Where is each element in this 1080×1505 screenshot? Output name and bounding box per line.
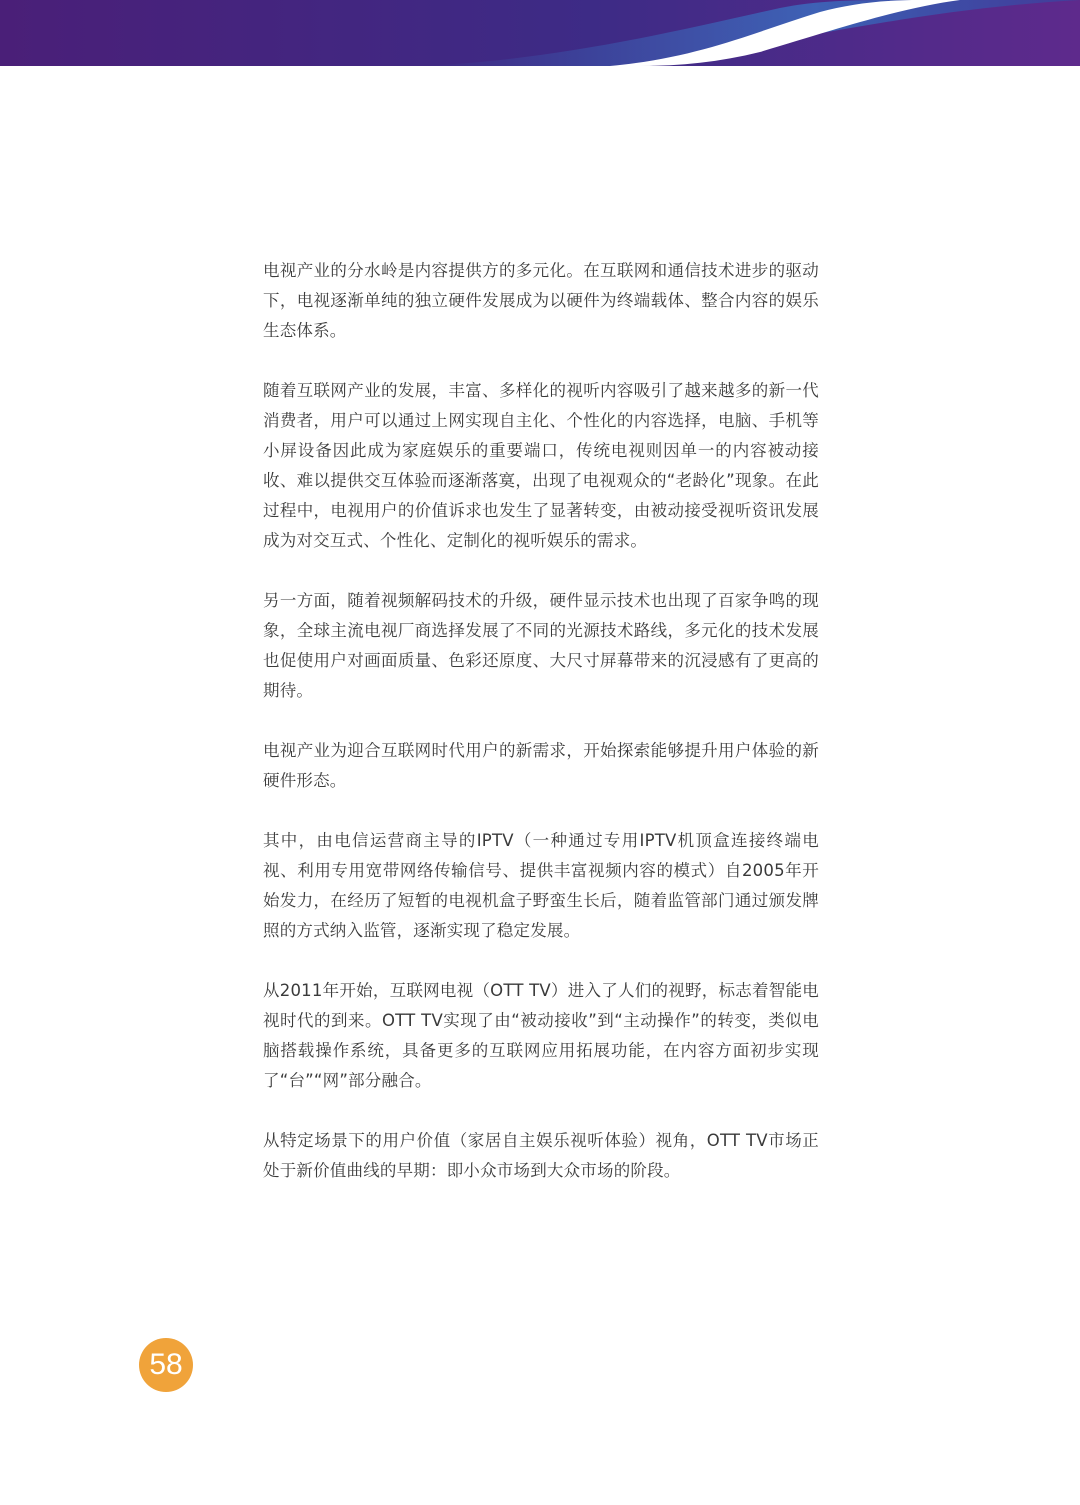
paragraph-6: 从2011年开始，互联网电视（OTT TV）进入了人们的视野，标志着智能电视时代的到来。OTT TV实现了由“被动接收”到“主动操作”的转变，类似电脑搭载操作系统，具备更多的互联网应用拓展功能，在内容方面初步实现了“台”“网”部分融合。 [263,981,819,1090]
paragraph-7: 从特定场景下的用户价值（家居自主娱乐视听体验）视角，OTT TV市场正处于新价值曲线的早期：即小众市场到大众市场的阶段。 [263,1131,819,1180]
paragraph-1: 电视产业的分水岭是内容提供方的多元化。在互联网和通信技术进步的驱动下，电视逐渐单纯的独立硬件发展成为以硬件为终端载体、整合内容的娱乐生态体系。 [263,261,819,340]
paragraph-2: 随着互联网产业的发展，丰富、多样化的视听内容吸引了越来越多的新一代消费者，用户可以通过上网实现自主化、个性化的内容选择，电脑、手机等小屏设备因此成为家庭娱乐的重要端口，传统电视则因单一的内容被动接收、难以提供交互体验而逐渐落寞，出现了电视观众的“老龄化”现象。在此过程中，电视用户的价值诉求也发生了显著转变，由被动接受视听资讯发展成为对交互式、个性化、定制化的视听娱乐的需求。 [263,381,819,550]
paragraph-3: 另一方面，随着视频解码技术的升级，硬件显示技术也出现了百家争鸣的现象，全球主流电视厂商选择发展了不同的光源技术路线，多元化的技术发展也促使用户对画面质量、色彩还原度、大尺寸屏幕带来的沉浸感有了更高的期待。 [263,591,819,700]
paragraph-4: 电视产业为迎合互联网时代用户的新需求，开始探索能够提升用户体验的新硬件形态。 [263,741,819,790]
page-number-badge: 58 [139,1338,193,1392]
paragraph-5: 其中，由电信运营商主导的IPTV（一种通过专用IPTV机顶盒连接终端电视、利用专用宽带网络传输信号、提供丰富视频内容的模式）自2005年开始发力，在经历了短暂的电视机盒子野蛮生长后，随着监管部门通过颁发牌照的方式纳入监管，逐渐实现了稳定发展。 [263,831,819,940]
article-body [263,256,819,1216]
header-swoosh-graphic [0,0,1080,66]
header-band [0,0,1080,66]
